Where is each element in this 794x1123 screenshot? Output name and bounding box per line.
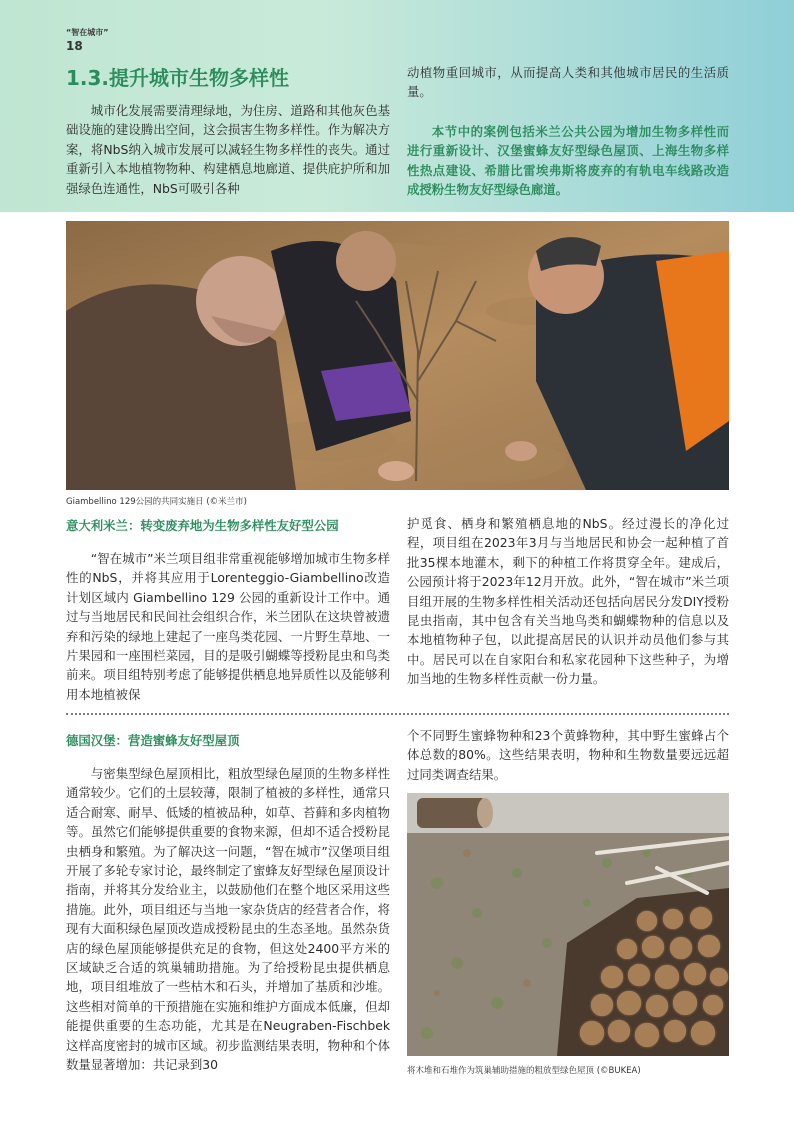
- intro-left-column: [66, 101, 390, 198]
- milan-paragraph-continued: 护觅食、栖身和繁殖栖息地的NbS。经过漫长的净化过程，项目组在2023年3月与当地居民和协会一起种植了首批35棵本地灌木，剩下的种植工作将贯穿全年。建成后，公园预计将于2023年12月开放。此外，“智在城市”米兰项目组开展的生物多样性相关活动还包括向居民分发DIY授粉昆虫指南，其中包含有关当地鸟类和蝴蝶物种的信息以及本地植物种子包，以此提高居民的认识并动员他们参与其中。居民可以在自家阳台和私家花园种下这些种子，为增加当地的生物多样性贡献一份力量。: [407, 516, 729, 687]
- hamburg-paragraph-continued: 个不同野生蜜蜂物种和23个黄蜂物种，其中野生蜜蜂占个体总数的80%。这些结果表明，物种和生物数量要远远超过同类调查结果。: [407, 728, 729, 782]
- planting-photo-caption: Giambellino 129公园的共同实施日 (©米兰市): [66, 497, 247, 507]
- milan-right-column: [407, 514, 729, 689]
- milan-title: 意大利米兰：转变废弃地为生物多样性友好型公园: [66, 518, 339, 533]
- section-title: 1.3.提升城市生物多样性: [66, 66, 290, 90]
- green-roof-photo: [407, 793, 729, 1056]
- milan-left-column: [66, 549, 390, 704]
- highlight-paragraph: 本节中的案例包括米兰公共公园为增加生物多样性而进行重新设计、汉堡蜜蜂友好型绿色屋顶、上海生物多样性热点建设、希腊比雷埃弗斯将废弃的有轨电车线路改造成授粉生物友好型绿色廊道。: [407, 123, 729, 198]
- planting-photo: [66, 221, 729, 490]
- running-title: “智在城市”: [66, 28, 109, 37]
- hamburg-left-column: [66, 764, 390, 1075]
- milan-paragraph: “智在城市”米兰项目组非常重视能够增加城市生物多样性的NbS，并将其应用于Lorenteggio-Giambellino改造计划区域内 Giambellino 129 公园的重新设计工作中。通过与当地居民和民间社会组织合作，米兰团队在这块曾被遗弃和污染的绿地上建起了一座鸟类花园、一片野生草地、一片果园和一座围栏菜园，目的是吸引蝴蝶等授粉昆虫和鸟类前来。项目组特别考虑了能够提供栖息地异质性以及能够利用本地植被保: [66, 551, 390, 702]
- intro-paragraph: 城市化发展需要清理绿地，为住房、道路和其他灰色基础设施的建设腾出空间，这会损害生物多样性。作为解决方案，将NbS纳入城市发展可以减轻生物多样性的丧失。通过重新引入本地植物物种、构建栖息地廊道、提供庇护所和加强绿色连通性，NbS可吸引各种: [66, 103, 390, 196]
- section-divider: [66, 713, 729, 715]
- intro-right-column: [407, 63, 729, 199]
- intro-paragraph-continued: 动植物重回城市，从而提高人类和其他城市居民的生活质量。: [407, 65, 729, 100]
- hamburg-title: 德国汉堡：营造蜜蜂友好型屋顶: [66, 733, 240, 748]
- page-number: 18: [66, 39, 83, 53]
- green-roof-photo-caption: 将木堆和石堆作为筑巢辅助措施的粗放型绿色屋顶 (©BUKEA): [407, 1066, 641, 1076]
- hamburg-paragraph: 与密集型绿色屋顶相比，粗放型绿色屋顶的生物多样性通常较少。它们的土层较薄，限制了植被的多样性，通常只适合耐寒、耐旱、低矮的植被品种，如草、苔藓和多肉植物等。虽然它们能够提供重要的食物来源，但却不适合授粉昆虫栖身和繁殖。为了解决这一问题，“智在城市”汉堡项目组开展了多轮专家讨论，最终制定了蜜蜂友好型绿色屋顶设计指南，并将其分发给业主，以鼓励他们在整个地区采用这些措施。此外，项目组还与当地一家杂货店的经营者合作，将现有大面积绿色屋顶改造成授粉昆虫的生态圣地。虽然杂货店的绿色屋顶能够提供充足的食物，但这处2400平方米的区域缺乏合适的筑巢辅助措施。为了给授粉昆虫提供栖息地，项目组堆放了一些枯木和石头，并增加了基质和沙堆。这些相对简单的干预措施在实施和维护方面成本低廉，但却能提供重要的生态功能，尤其是在Neugraben-Fischbek这样高度密封的城市区域。初步监测结果表明，物种和个体数量显著增加：共记录到30: [66, 766, 390, 1073]
- hamburg-right-column: [407, 726, 729, 784]
